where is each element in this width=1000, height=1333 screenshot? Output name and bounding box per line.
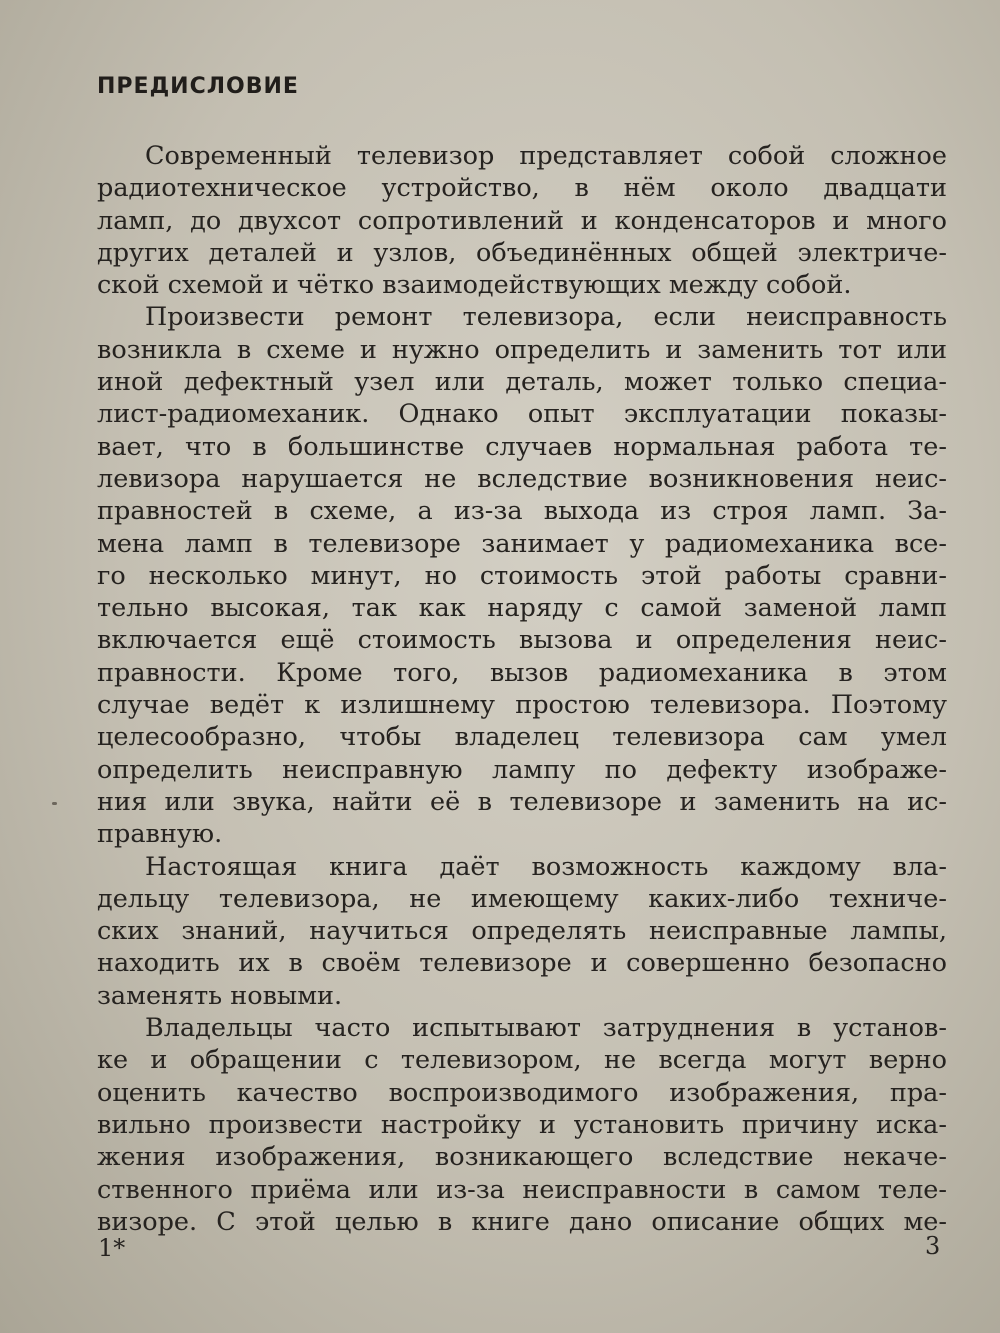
- text-line: иной дефектный узел или деталь, может только специа-: [97, 367, 947, 398]
- text-line: лист-радиомеханик. Однако опыт эксплуатации показы-: [97, 399, 947, 430]
- text-line: Современный телевизор представляет собой сложное: [145, 141, 947, 171]
- text-line: включается ещё стоимость вызова и определения неис-: [97, 625, 947, 656]
- text-line: правную.: [97, 819, 223, 850]
- text-line: дельцу телевизора, не имеющему каких-либо техниче-: [97, 883, 947, 914]
- signature-mark: 1*: [98, 1234, 126, 1262]
- text-line: жения изображения, возникающего вследствие некаче-: [97, 1142, 947, 1173]
- text-line: Настоящая книга даёт возможность каждому вла-: [145, 851, 947, 882]
- text-line: правностей в схеме, а из-за выхода из строя ламп. За-: [97, 496, 947, 527]
- page-number: 3: [925, 1232, 941, 1260]
- text-line: ских знаний, научиться определять неисправные лампы,: [97, 916, 947, 947]
- paper-speck: [52, 802, 57, 805]
- text-line: Владельцы часто испытывают затруднения в установ-: [145, 1013, 947, 1044]
- text-line: ния или звука, найти её в телевизоре и заменить на ис-: [97, 786, 947, 817]
- text-line: заменять новыми.: [97, 980, 343, 1011]
- text-line: ственного приёма или из-за неисправности в самом теле-: [97, 1174, 947, 1205]
- text-line: го несколько минут, но стоимость этой работы сравни-: [97, 560, 947, 591]
- text-line: находить их в своём телевизоре и совершенно безопасно: [97, 948, 947, 979]
- text-line: ке и обращении с телевизором, не всегда могут верно: [97, 1045, 947, 1076]
- text-line: определить неисправную лампу по дефекту изображе-: [97, 754, 947, 785]
- text-line: случае ведёт к излишнему простою телевизора. Поэтому: [97, 690, 947, 721]
- text-line: мена ламп в телевизоре занимает у радиомеханика все-: [97, 528, 947, 559]
- text-line: визоре. С этой целью в книге дано описание общих ме-: [97, 1206, 947, 1237]
- text-line: левизора нарушается не вследствие возникновения неис-: [97, 463, 947, 494]
- body-text: [97, 140, 947, 1238]
- text-line: ской схемой и чётко взаимодействующих между собой.: [97, 270, 852, 301]
- text-line: ламп, до двухсот сопротивлений и конденсаторов и много: [97, 205, 947, 236]
- text-line: тельно высокая, так как наряду с самой заменой ламп: [97, 593, 947, 624]
- text-line: вает, что в большинстве случаев нормальная работа те-: [97, 431, 947, 462]
- text-line: вильно произвести настройку и установить причину иска-: [97, 1109, 947, 1140]
- text-line: оценить качество воспроизводимого изображения, пра-: [97, 1077, 947, 1108]
- text-line: радиотехническое устройство, в нём около двадцати: [97, 173, 947, 204]
- text-line: целесообразно, чтобы владелец телевизора сам умел: [97, 722, 947, 753]
- text-line: Произвести ремонт телевизора, если неисправность: [145, 302, 947, 333]
- text-line: других деталей и узлов, объединённых общей электриче-: [97, 237, 947, 268]
- section-heading: ПРЕДИСЛОВИЕ: [97, 74, 299, 99]
- text-line: возникла в схеме и нужно определить и заменить тот или: [97, 334, 947, 365]
- text-line: правности. Кроме того, вызов радиомеханика в этом: [97, 657, 947, 688]
